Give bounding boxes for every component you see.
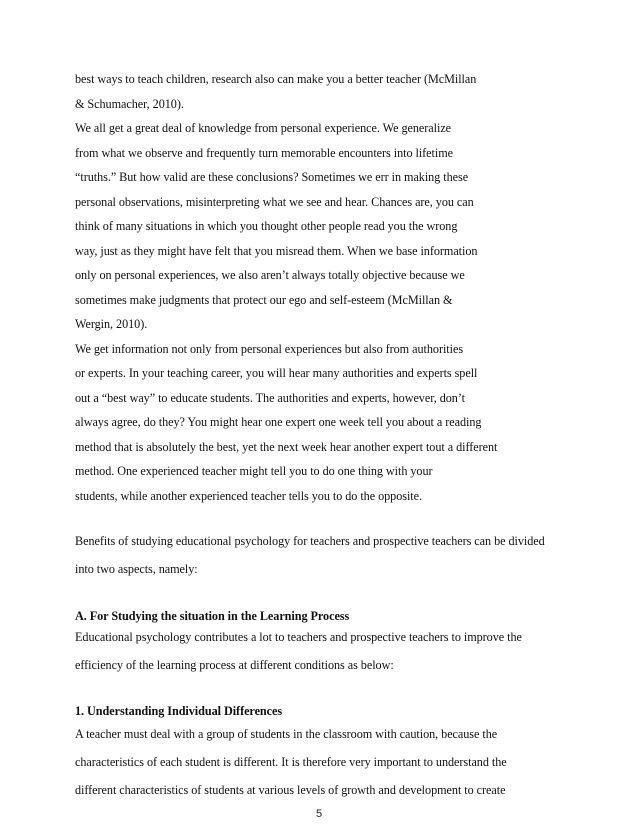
body-line: Wergin, 2010). (75, 317, 148, 331)
page-number: 5 (315, 808, 323, 820)
body-line: way, just as they might have felt that you misread them. When we base information (75, 244, 478, 258)
body-line: best ways to teach children, research also can make you a better teacher (McMillan (75, 72, 477, 86)
body-line: characteristics of each student is different. It is therefore very important to understand the (75, 755, 507, 769)
body-line: method. One experienced teacher might tell you to do one thing with your (75, 464, 433, 478)
body-line: personal observations, misinterpreting what we see and hear. Chances are, you can (75, 195, 474, 209)
body-line: Benefits of studying educational psychology for teachers and prospective teachers can be divided (75, 534, 545, 548)
body-line: out a “best way” to educate students. The authorities and experts, however, don’t (75, 391, 465, 405)
body-line: method that is absolutely the best, yet the next week hear another expert tout a different (75, 440, 498, 454)
body-line: sometimes make judgments that protect our ego and self-esteem (McMillan & (75, 293, 453, 307)
body-line: We all get a great deal of knowledge from personal experience. We generalize (75, 121, 452, 135)
body-line: Educational psychology contributes a lot to teachers and prospective teachers to improve the (75, 630, 522, 644)
body-line: “truths.” But how valid are these conclusions? Sometimes we err in making these (75, 170, 469, 184)
body-line: think of many situations in which you thought other people read you the wrong (75, 219, 458, 233)
section-heading: A. For Studying the situation in the Learning Process (75, 609, 350, 623)
body-line: We get information not only from personal experiences but also from authorities (75, 342, 464, 356)
section-heading: 1. Understanding Individual Differences (75, 704, 283, 718)
body-line: A teacher must deal with a group of students in the classroom with caution, because the (75, 727, 498, 741)
body-line: efficiency of the learning process at different conditions as below: (75, 658, 394, 672)
body-line: or experts. In your teaching career, you will hear many authorities and experts spell (75, 366, 478, 380)
body-line: only on personal experiences, we also aren’t always totally objective because we (75, 268, 465, 282)
body-line: into two aspects, namely: (75, 562, 198, 576)
body-line: & Schumacher, 2010). (75, 97, 184, 111)
body-line: from what we observe and frequently turn memorable encounters into lifetime (75, 146, 453, 160)
body-line: always agree, do they? You might hear one expert one week tell you about a reading (75, 415, 482, 429)
body-line: different characteristics of students at various levels of growth and development to create (75, 783, 506, 797)
body-line: students, while another experienced teacher tells you to do the opposite. (75, 489, 422, 503)
